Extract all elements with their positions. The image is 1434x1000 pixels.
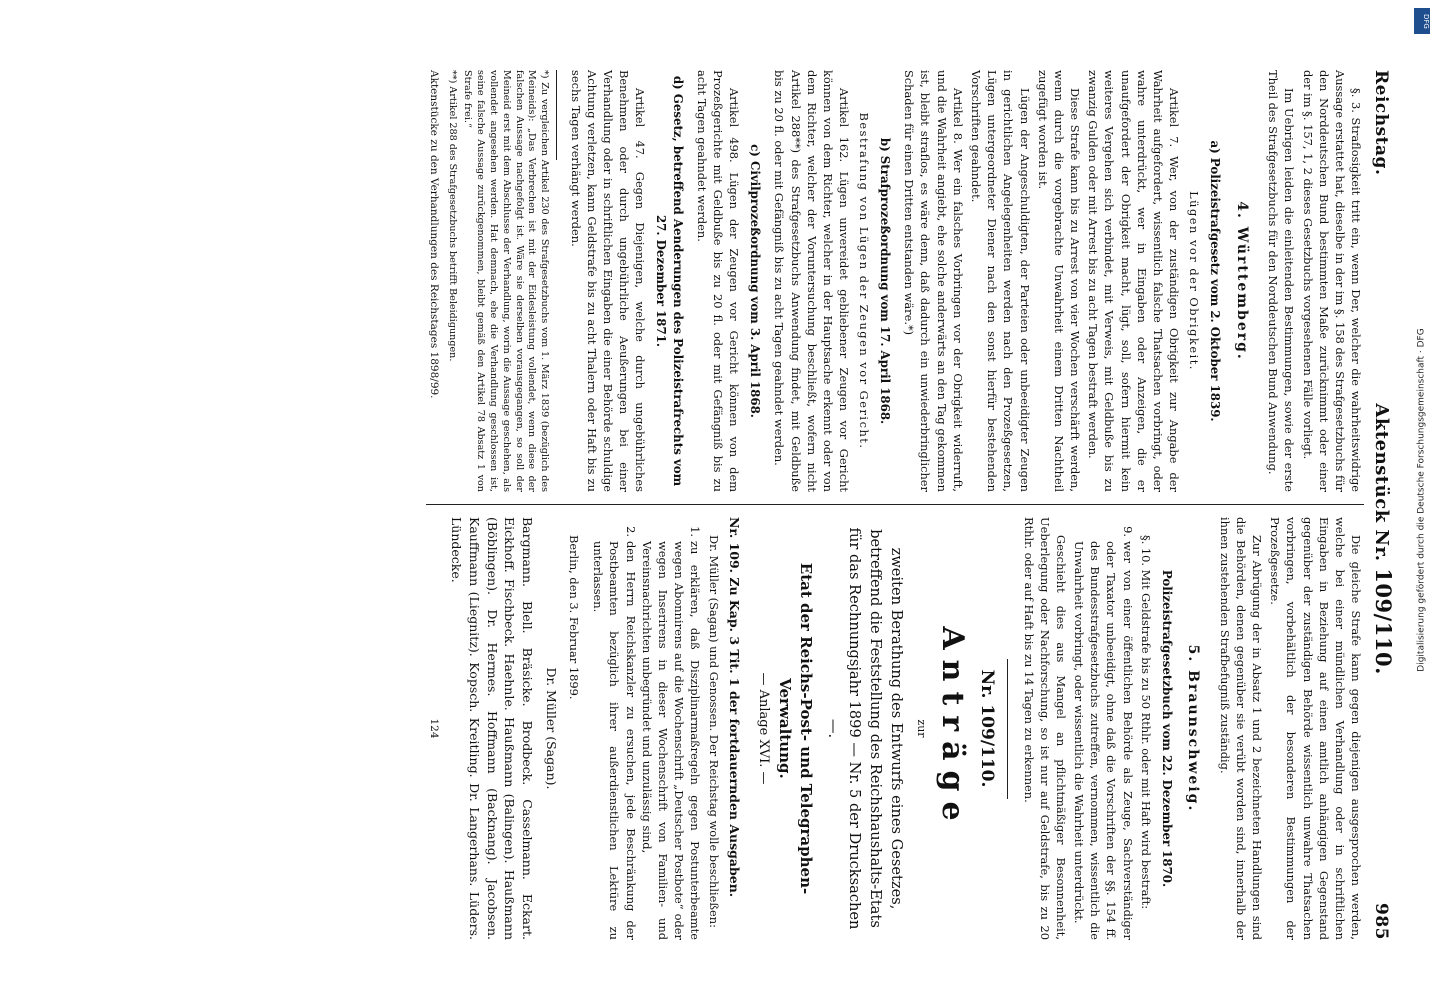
co-signers: Bargmann. Blell. Bräsicke. Brodbeck. Casselmann. Eckart. Eickhoff. Fischbeck. Haehnle. Haußmann (Balingen). Haußmann (Böblingen). Dr. Hermes. Hoffmann (Backnang). Jacobsen. Kauffmann (Liegnitz). Kopsch. Kreitling. Dr. Langerhans. Lüders. Lündecke. [449,517,536,940]
list-number: 1. [688,526,703,537]
sub-heading: Bestrafung von Lügen der Zeugen vor Gericht. [857,112,872,450]
law-heading: a) Polizeistrafgesetz vom 2. Oktober 1839. [1208,140,1223,422]
paragraph: Dr. Müller (Sagan) und Genossen. Der Reichstag wolle beschließen: [706,535,721,928]
funding-notice: Digitalisierung gefördert durch die Deutsche Forschungsgemeinschaft · DFG [1417,328,1428,672]
list-text: wer von einer öffentlichen Behörde als Zeuge, Sachverständiger oder Taxator unbeeidigt, ohne daß die Vorschriften der §§. 154 ff. des Bundesstrafgesetzbuchs zutreffen, vernommen, wissentlich die Unwahrheit vorbringt, oder wissentlich die Wahrheit unterdrückt. [1072,541,1135,940]
list-item [590,517,639,940]
dfg-logo-icon: DFG [1414,8,1430,34]
sub-heading: Lügen vor der Obrigkeit. [1187,191,1202,371]
header-center [1368,403,1398,675]
signature: Dr. Müller (Sagan). [543,667,559,790]
header-prefix: Aktenstück Nr. [1371,403,1392,562]
sheet-signature-number: 124 [428,718,441,739]
page-header [1368,70,1398,940]
law-heading: Polizeistrafgesetzbuch vom 22. Dezember 1870. [1159,569,1174,888]
paragraph: Zur Abrügung der in Absatz 1 und 2 bezeichneten Handlungen sind die Behörden, denen gegenüber sie verübt worden sind, innerhalb der ihnen zustehenden Strafbefugniß zuständig. [1217,517,1265,940]
section-heading: 5. Braunschweig. [1185,644,1202,813]
paragraph: Artikel 8. Wer ein falsches Vorbringen vor der Obrigkeit widerruft, und die Wahrheit angiebt, ehe solche anderwärts an den Tag gekommen ist, bleibt straflos, es wäre denn, daß dadurch ein unwiederbringlicher Schaden für einen Dritten entstanden wäre.*) [902,70,965,492]
list-item [639,517,704,940]
paragraph: §. 3. Straflosigkeit tritt ein, wenn Der, welcher die wahrheitswidrige Aussage erstattet hat, dieselbe in der im §. 158 des Strafgesetzbuchs für den Norddeutschen Bund bestimmten Maße zurücknimmt oder einer der im §. 157, 1, 2 dieses Gesetzbuchs vorgesehenen Fälle vorliegt. [1300,70,1364,492]
footnote: **) Artikel 288 des Strafgesetzbuchs betrifft Beleidigungen. [446,70,458,362]
title-connector: zur [914,719,928,738]
two-column-body [426,70,1364,940]
right-column [426,505,1364,940]
list-number: 2. [623,526,638,537]
document-title: Anträge [935,626,971,831]
list-number: 9. [1120,526,1135,537]
annex-label: — Anlage XVI. — [755,672,771,785]
law-heading: b) Strafprozeßordnung vom 17. April 1868. [878,137,893,425]
paragraph: Geschieht dies aus Mangel an pflichtmäßiger Besonnenheit, Ueberlegung oder Nachforschung, so ist nur auf Geldstrafe, bis zu 20 Rthlr. oder auf Haft bis zu 14 Tagen zu erkennen. [1021,517,1068,940]
page-number: 985 [1371,903,1391,940]
list-text: zu erklären, daß Disziplinarmaßregeln gegen Postunterbeamte wegen Abonnirens auf die Wochenschrift „Deutscher Postbote“ oder wegen Inserirens in dieser Wochenschrift von Familien- und Vereinsnachrichten unbegründet und unzulässig sind, [639,541,703,940]
motion-heading: Nr. 109. Zu Kap. 3 Tit. 1 der fortdauernden Ausgaben. [727,517,743,898]
section-heading: 4. Württemberg. [1234,201,1251,361]
place-date: Berlin, den 3. Februar 1899. [567,535,582,700]
numbered-list [1071,517,1136,940]
list-text: den Herrn Reichskanzler zu ersuchen, jede Beschränkung der Postbeamten bezüglich ihrer außerdienstlichen Lektüre zu unterlassen. [591,541,638,940]
paragraph: §. 10. Mit Geldstrafe bis zu 50 Rthlr. oder mit Haft wird bestraft: [1138,535,1153,910]
law-heading: c) Civilprozeßordnung vom 3. April 1868. [748,144,763,418]
header-left: Reichstag. [1371,70,1391,176]
page-footer: Aktenstücke zu den Verhandlungen des Reichstages 1898/99. [427,70,440,399]
footnote-divider [556,70,557,160]
paragraph: Lügen der Angeschuldigten, der Parteien oder unbeeidigter Zeugen in gerichtlichen Angelegenheiten werden nach den Prozeßgesetzen, Lügen untergeordneter Diener nach den sonst hierfür bestehenden Vorschriften geahndet. [969,70,1032,492]
etat-heading: Etat der Reichs-Post- und Telegraphen-Verwaltung. [776,562,816,895]
paragraph: Diese Strafe kann bis zu Arrest von vier Wochen verschärft werden, wenn durch die vorgebrachte Unwahrheit einem Dritten Nachtheil zugefügt worden ist. [1035,70,1083,492]
footnote: *) Zu vergleichen Artikel 230 des Strafgesetzbuchs vom 1. März 1839 (bezüglich des Meineids): „Das Verbrechen ist mit der Eidesleistung vollendet, wenn diese der falschen Aussage nachgefolgt ist. Wäre sie derselben vorausgegangen, so soll der Meineid erst mit dem Abschlusse der Verhandlung, worin die Aussage geschehen, als vollendet angesehen werden. Hat demnach, ehe die Verhandlung geschlossen ist, seine falsche Aussage zurückgenommen, bleibt gemäß den Artikel 78 Absatz 1 von Strafe frei.“ [461,70,551,492]
law-heading: d) Gesetz, betreffend Aenderungen des Polizeistrafrechts vom 27. Dezember 1871. [654,75,685,487]
paragraph: Artikel 7. Wer, von der zuständigen Obrigkeit zur Angabe der Wahrheit aufgefordert, wissentlich falsche Thatsachen vorbringt, oder wahre unterdrückt, wer in Eingaben oder Anzeigen, die er unaufgefordert der Obrigkeit macht, lügt, soll, sofern hiermit kein weiteres Vergehen sich verbindet, mit Verweis, mit Geldbuße bis zu zwanzig Gulden oder mit Arrest bis zu acht Tagen bestraft werden. [1086,70,1182,492]
list-item [1071,517,1136,940]
document-number: Nr. 109/110. [977,669,998,788]
header-number: 109/110. [1371,568,1396,675]
paragraph: Artikel 498. Lügen der Zeugen vor Gericht können von dem Prozeßgerichte mit Geldbuße bis zu 20 fl. oder mit Gefängniß bis zu acht Tagen geahndet werden. [695,70,742,492]
left-column [426,70,1364,505]
document-subject: zweiten Berathung des Entwurfs eines Gesetzes, betreffend die Feststellung des Reichshaushalts-Etats für das Rechnungsjahr 1899 — Nr. 5 der Drucksachen —. [824,527,906,930]
paragraph: Artikel 47. Gegen Diejenigen, welche durch ungebührliches Benehmen oder durch ungebührliche Aeußerungen bei einer Verhandlung oder in schriftlichen Eingaben die einer Behörde schuldige Achtung verletzen, kann Geldstrafe bis zu acht Thalern oder Haft bis zu sechs Tagen verhängt werden. [568,70,648,492]
numbered-list [590,517,703,940]
paragraph: Die gleiche Strafe kann gegen diejenigen ausgesprochen werden, welche bei einer mündlichen Verhandlung oder in schriftlichen Eingaben in Beziehung auf einen amtlich anhängigen Gegenstand gegenüber der zuständigen Behörde wissentlich unwahre Thatsachen vorbringen, vorbehältlich der besonderen Bestimmungen der Prozeßgesetze. [1268,517,1364,940]
funding-notice-strip [1410,0,1434,1000]
section-divider [1007,659,1008,799]
paragraph: Im Uebrigen leiden die einleitenden Bestimmungen, sowie der erste Theil des Strafgesetzbuchs für den Norddeutschen Bund Anwendung. [1266,70,1297,492]
paragraph: Artikel 162. Lügen unvereidet gebliebener Zeugen vor Gericht können von dem Richter, welcher in der Hauptsache erkennt oder von dem Richter, welcher der Voruntersuchung beschließt, wofern nicht Artikel 288**) des Strafgesetzbuchs Anwendung findet, mit Geldbuße bis zu 20 fl. oder mit Gefängniß bis zu acht Tagen geahndet werden. [772,70,852,492]
